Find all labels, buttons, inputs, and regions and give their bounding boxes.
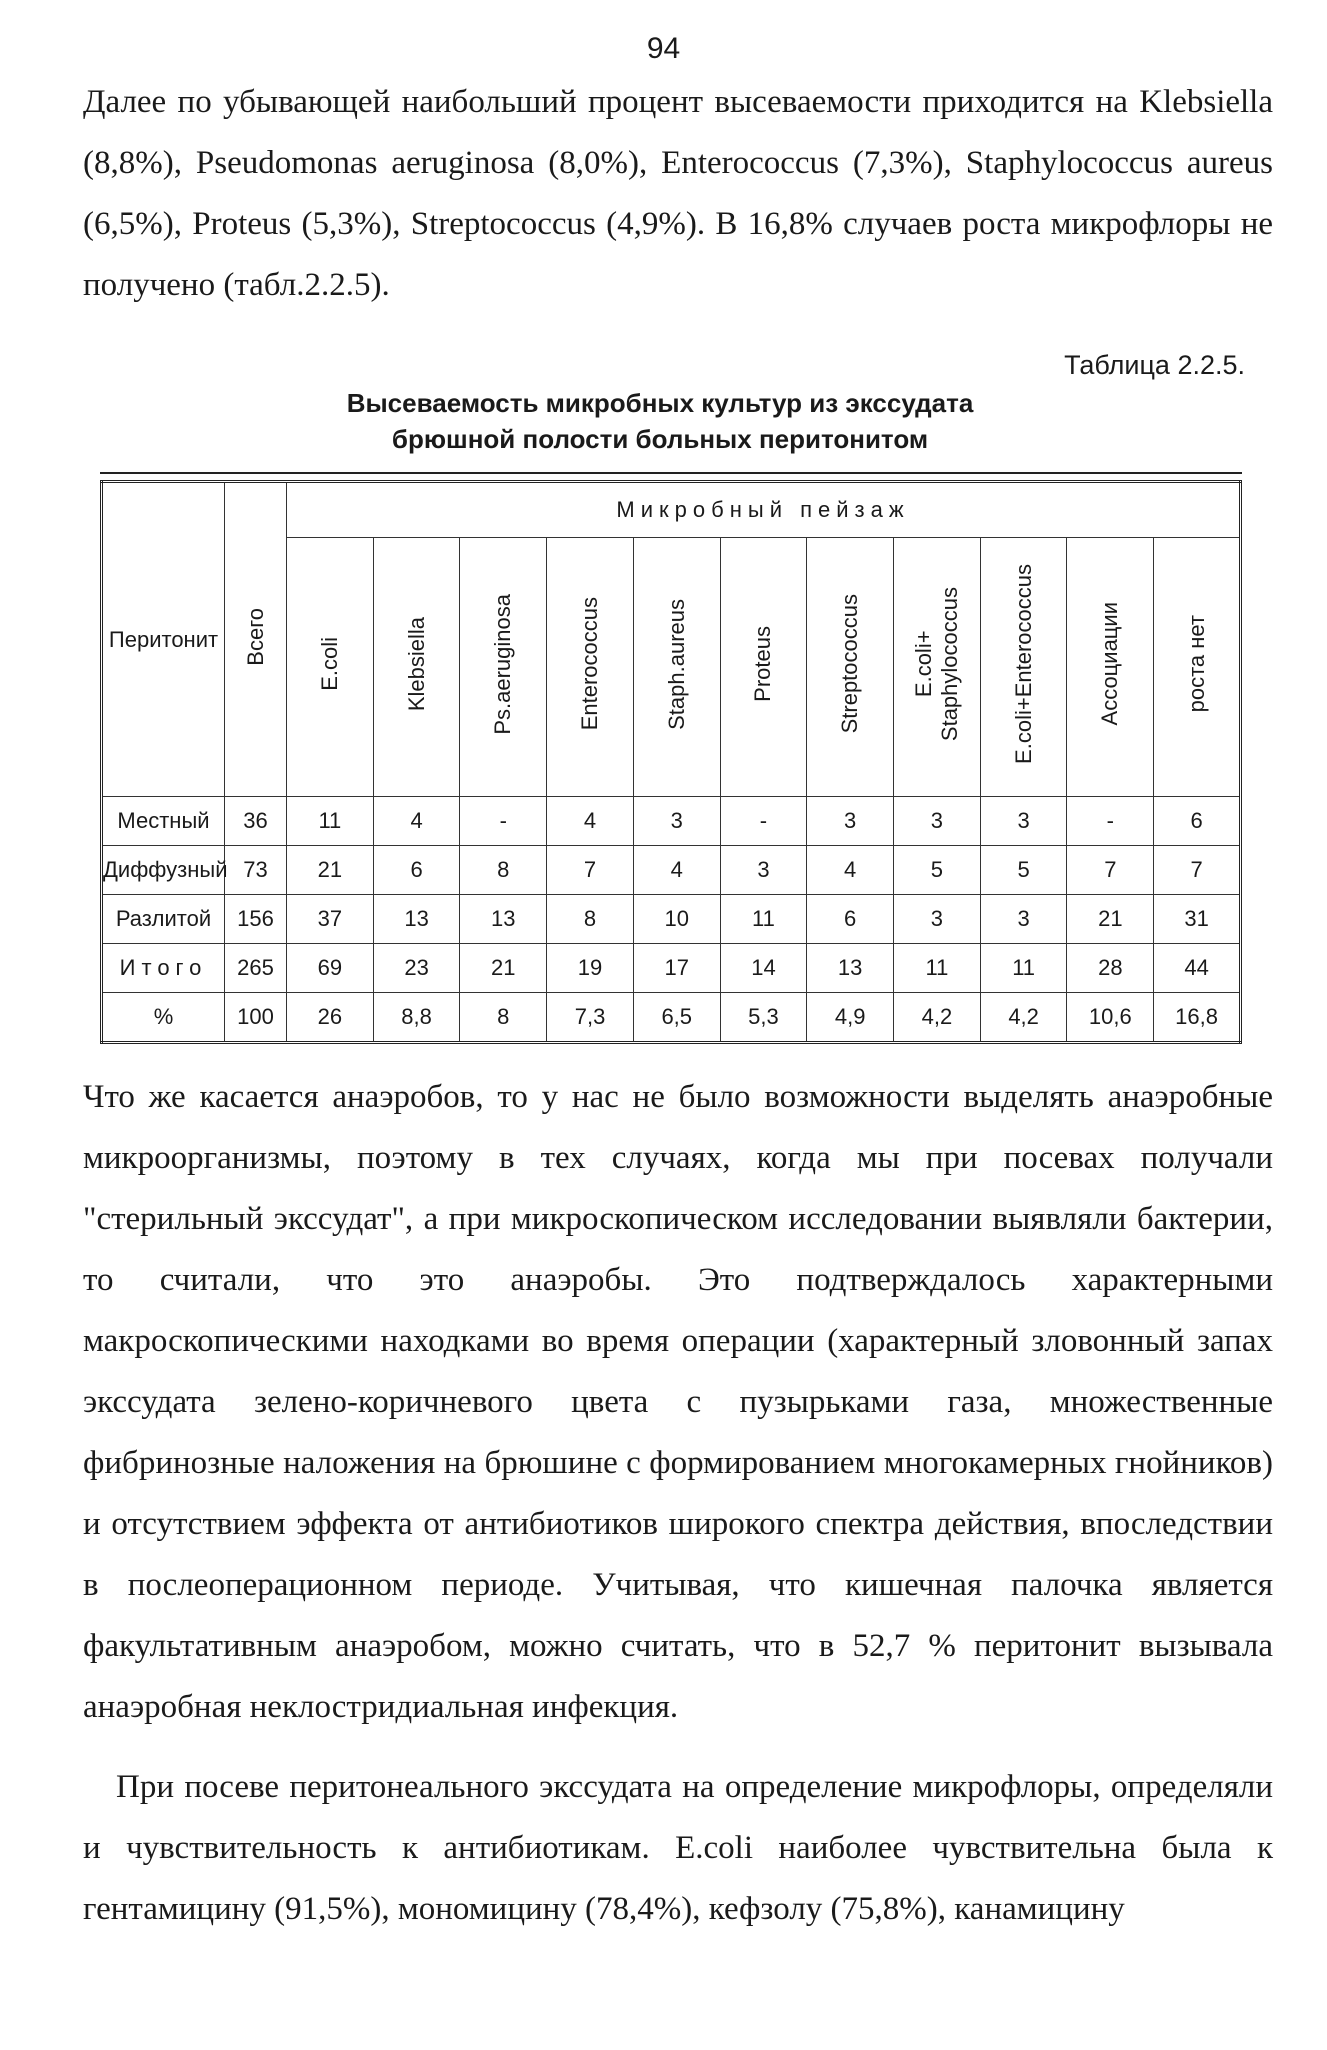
column-header-label: Proteus [750, 626, 776, 702]
table-title-line-2: брюшной полости больных перитонитом [391, 424, 929, 454]
table-row [102, 944, 1241, 993]
table-cell: 10,6 [1067, 993, 1154, 1043]
table-cell: 4 [373, 797, 460, 846]
table-cell: - [720, 797, 807, 846]
table-cell: 17 [633, 944, 720, 993]
table-cell: 31 [1154, 895, 1241, 944]
table-title [330, 385, 990, 457]
column-header-cell [980, 538, 1067, 797]
table-cell: 13 [807, 944, 894, 993]
table-cell: 11 [894, 944, 981, 993]
row-total: 100 [225, 993, 287, 1043]
table-cell: 5 [980, 846, 1067, 895]
table-cell: - [460, 797, 547, 846]
table-cell: 21 [287, 846, 374, 895]
table-cell: 7 [547, 846, 634, 895]
row-label: Итого [102, 944, 225, 993]
column-header-cell [287, 538, 374, 797]
table-cell: 8 [460, 846, 547, 895]
table-row [102, 993, 1241, 1043]
row-label: Разлитой [102, 895, 225, 944]
table-cell: 19 [547, 944, 634, 993]
table-cell: 16,8 [1154, 993, 1241, 1043]
table-cell: 4,9 [807, 993, 894, 1043]
table-cell: 4 [633, 846, 720, 895]
table-title-line-1: Высеваемость микробных культур из экссудата [346, 388, 974, 418]
column-header-cell [460, 538, 547, 797]
row-total: 73 [225, 846, 287, 895]
table-cell: 8 [460, 993, 547, 1043]
column-header-cell [633, 538, 720, 797]
table-cell: 11 [287, 797, 374, 846]
table-cell: 23 [373, 944, 460, 993]
table-cell: 4 [547, 797, 634, 846]
table-cell: 13 [373, 895, 460, 944]
table-cell: 26 [287, 993, 374, 1043]
column-header-cell [894, 538, 981, 797]
table-cell: 28 [1067, 944, 1154, 993]
table-cell: 3 [894, 895, 981, 944]
table-cell: 69 [287, 944, 374, 993]
table-cell: 3 [980, 895, 1067, 944]
table-cell: 8 [547, 895, 634, 944]
paragraph-anaerobes: Что же касается анаэробов, то у нас не было возможности выделять анаэробные микроорганизмы, поэтому в тех случаях, когда мы при посевах получали "стерильный экссудат", а при микроскопическом исследовании выявляли бактерии, то считали, что это анаэробы. Это подтверждалось характерными макроскопическими находками во время операции (характерный зловонный запах экссудата зелено-коричневого цвета с пузырьками газа, множественные фибринозные наложения на брюшине с формированием многокамерных гнойников) и отсутствием эффекта от антибиотиков широкого спектра действия, впоследствии в послеоперационном периоде. Учитывая, что кишечная палочка является факультативным анаэробом, можно считать, что в 52,7 % перитонит вызывала анаэробная неклостридиальная инфекция. [83, 1079, 1273, 1725]
table-body [102, 797, 1241, 1043]
table-cell: 7 [1067, 846, 1154, 895]
table-cell: 6 [807, 895, 894, 944]
column-header-label: роста нет [1183, 615, 1209, 713]
row-label: % [102, 993, 225, 1043]
table-cell: 4,2 [894, 993, 981, 1043]
column-header-label: Streptococcus [837, 594, 863, 734]
table-cell: 3 [980, 797, 1067, 846]
row-label: Местный [102, 797, 225, 846]
table-cell: 6 [373, 846, 460, 895]
table-cell: 4 [807, 846, 894, 895]
column-header-label: Staph.aureus [663, 598, 689, 730]
column-header-cell [1067, 538, 1154, 797]
table-cell: 8,8 [373, 993, 460, 1043]
column-header-cell [547, 538, 634, 797]
table-cell: 4,2 [980, 993, 1067, 1043]
table-cell: 13 [460, 895, 547, 944]
table-cell: 5 [894, 846, 981, 895]
table-cell: 3 [720, 846, 807, 895]
table-cell: 3 [894, 797, 981, 846]
column-header-label: Ассоциации [1097, 602, 1123, 726]
column-header-label: E.coli+ Staphylococcus [910, 586, 962, 742]
table-row [102, 895, 1241, 944]
table-row [102, 797, 1241, 846]
group-header-cell: Микробный пейзаж [287, 482, 1241, 538]
table-wrapper [100, 472, 1242, 1044]
table-row [102, 846, 1241, 895]
row-total: 156 [225, 895, 287, 944]
table-cell: 37 [287, 895, 374, 944]
total-header-cell [225, 482, 287, 797]
table-cell: 11 [720, 895, 807, 944]
data-table [100, 480, 1242, 1044]
column-header-cell [1154, 538, 1241, 797]
page-number: 94 [646, 32, 681, 65]
column-header-label: Enterococcus [577, 597, 603, 731]
table-cell: 44 [1154, 944, 1241, 993]
total-header-label: Всего [242, 607, 268, 666]
row-label: Диффузный [102, 846, 225, 895]
table-cell: 6 [1154, 797, 1241, 846]
table-label: Таблица 2.2.5. [1064, 350, 1245, 380]
table-cell: - [1067, 797, 1154, 846]
column-header-label: E.coli [316, 637, 342, 691]
table-cell: 11 [980, 944, 1067, 993]
row-header-cell: Перитонит [102, 482, 225, 797]
paragraph-sensitivity: При посеве перитонеального экссудата на определение микрофлоры, определяли и чувствительность к антибиотикам. E.coli наиболее чувствительна была к гентамицину (91,5%), мономицину (78,4%), кефзолу (75,8%), канамицину [83, 1769, 1273, 1927]
column-header-label: Klebsiella [403, 616, 429, 712]
column-header-cell [373, 538, 460, 797]
table-cell: 7,3 [547, 993, 634, 1043]
column-header-label: E.coli+Enterococcus [1010, 564, 1036, 764]
column-header-cell [807, 538, 894, 797]
table-cell: 21 [460, 944, 547, 993]
row-total: 36 [225, 797, 287, 846]
table-cell: 14 [720, 944, 807, 993]
table-cell: 3 [633, 797, 720, 846]
table-cell: 7 [1154, 846, 1241, 895]
table-cell: 5,3 [720, 993, 807, 1043]
table-cell: 10 [633, 895, 720, 944]
table-cell: 21 [1067, 895, 1154, 944]
table-cell: 3 [807, 797, 894, 846]
row-total: 265 [225, 944, 287, 993]
column-header-cell [720, 538, 807, 797]
paragraph-intro: Далее по убывающей наибольший процент высеваемости приходится на Klebsiella (8,8%), Pseudomonas aeruginosa (8,0%), Enterococcus (7,3%), Staphylococcus aureus (6,5%), Proteus (5,3%), Streptococcus (4,9%). В 16,8% случаев роста микрофлоры не получено (табл.2.2.5). [83, 84, 1273, 303]
column-header-label: Ps.aeruginosa [490, 593, 516, 735]
table-cell: 6,5 [633, 993, 720, 1043]
